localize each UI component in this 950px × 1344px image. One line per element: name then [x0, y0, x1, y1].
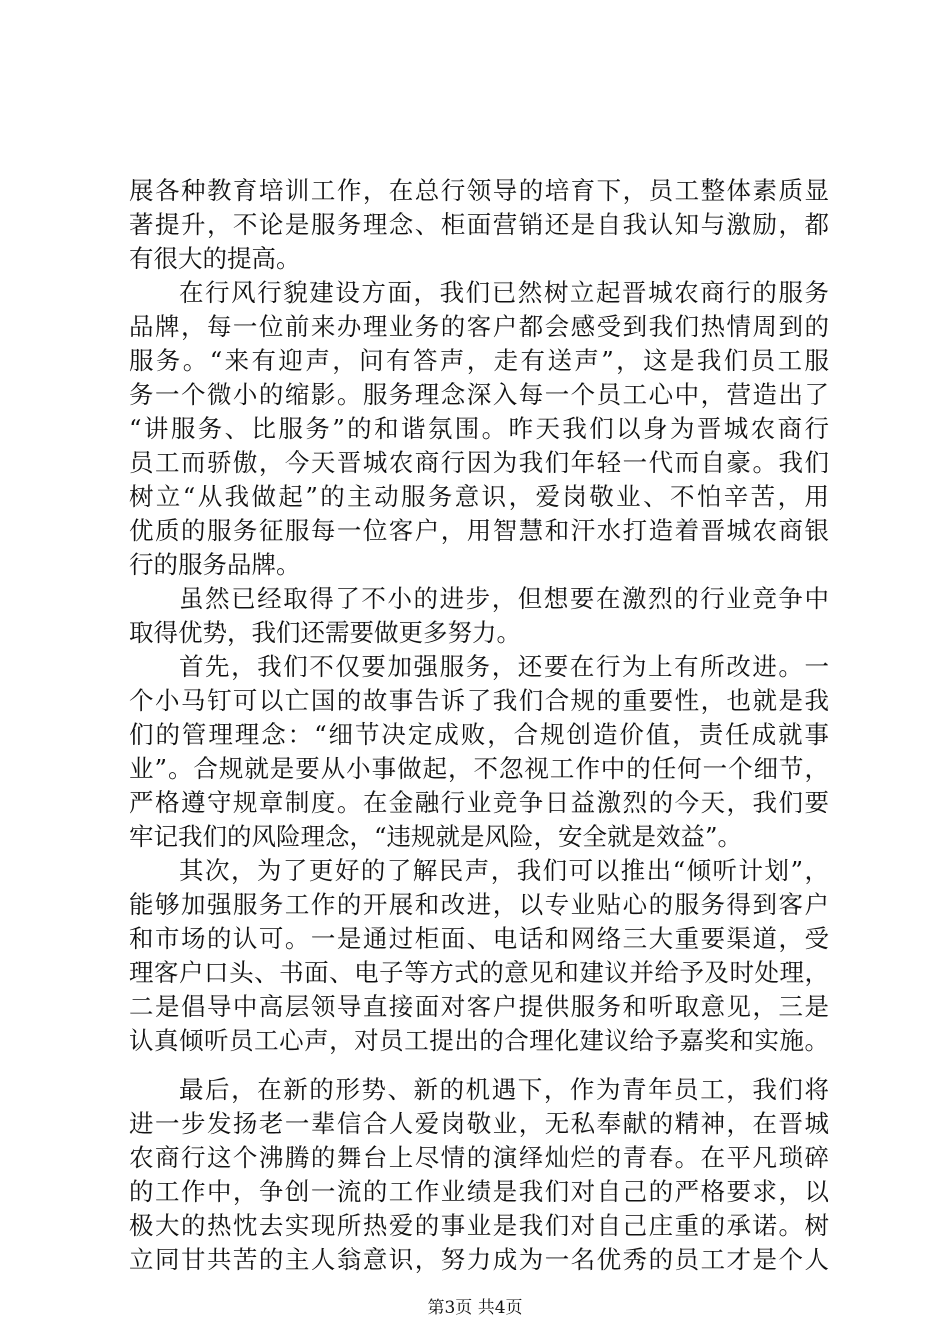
text-line: 有很大的提高。 [129, 244, 301, 273]
paragraph-first-line: 首先，我们不仅要加强服务，还要在行为上有所改进。一 [179, 652, 829, 681]
text-line: 能够加强服务工作的开展和改进，以专业贴心的服务得到客户 [129, 890, 829, 919]
text-line: 们的管理理念：“细节决定成败，合规创造价值，责任成就事 [129, 720, 829, 749]
text-line: 严格遵守规章制度。在金融行业竞争日益激烈的今天，我们要 [129, 788, 829, 817]
text-line: 牢记我们的风险理念，“违规就是风险，安全就是效益”。 [129, 822, 743, 851]
paragraph-first-line: 其次，为了更好的了解民声，我们可以推出“倾听计划”， [179, 856, 829, 885]
text-line: 著提升，不论是服务理念、柜面营销还是自我认知与激励，都 [129, 210, 829, 239]
text-line: 理客户口头、书面、电子等方式的意见和建议并给予及时处理， [129, 958, 829, 987]
text-line: 二是倡导中高层领导直接面对客户提供服务和听取意见，三是 [129, 992, 829, 1021]
text-line: 的工作中，争创一流的工作业绩是我们对自己的严格要求，以 [129, 1177, 829, 1206]
text-line: 树立“从我做起”的主动服务意识，爱岗敬业、不怕辛苦，用 [129, 482, 829, 511]
text-line: 个小马钉可以亡国的故事告诉了我们合规的重要性，也就是我 [129, 686, 829, 715]
text-line: 和市场的认可。一是通过柜面、电话和网络三大重要渠道，受 [129, 924, 829, 953]
text-line: 极大的热忱去实现所热爱的事业是我们对自己庄重的承诺。树 [129, 1211, 829, 1240]
text-line: 品牌，每一位前来办理业务的客户都会感受到我们热情周到的 [129, 312, 829, 341]
text-line: 员工而骄傲，今天晋城农商行因为我们年轻一代而自豪。我们 [129, 448, 829, 477]
paragraph-first-line: 最后，在新的形势、新的机遇下，作为青年员工，我们将 [179, 1075, 829, 1104]
text-line: 立同甘共苦的主人翁意识，努力成为一名优秀的员工才是个人 [129, 1245, 829, 1274]
text-line: “讲服务、比服务”的和谐氛围。昨天我们以身为晋城农商行 [129, 414, 829, 443]
text-line: 进一步发扬老一辈信合人爱岗敬业，无私奉献的精神，在晋城 [129, 1109, 829, 1138]
text-line: 服务。“来有迎声，问有答声，走有送声”，这是我们员工服 [129, 346, 829, 375]
text-line: 展各种教育培训工作，在总行领导的培育下，员工整体素质显 [129, 176, 829, 205]
text-line: 业”。合规就是要从小事做起，不忽视工作中的任何一个细节， [129, 754, 829, 783]
paragraph-first-line: 虽然已经取得了不小的进步，但想要在激烈的行业竞争中 [179, 584, 829, 613]
text-line: 取得优势，我们还需要做更多努力。 [129, 618, 521, 647]
text-line: 行的服务品牌。 [129, 550, 301, 579]
page-number-footer: 第3页 共4页 [427, 1298, 523, 1318]
text-line: 务一个微小的缩影。服务理念深入每一个员工心中，营造出了 [129, 380, 829, 409]
text-line: 农商行这个沸腾的舞台上尽情的演绎灿烂的青春。在平凡琐碎 [129, 1143, 829, 1172]
paragraph-first-line: 在行风行貌建设方面，我们已然树立起晋城农商行的服务 [179, 278, 829, 307]
text-line: 认真倾听员工心声，对员工提出的合理化建议给予嘉奖和实施。 [129, 1026, 829, 1055]
text-line: 优质的服务征服每一位客户，用智慧和汗水打造着晋城农商银 [129, 516, 829, 545]
